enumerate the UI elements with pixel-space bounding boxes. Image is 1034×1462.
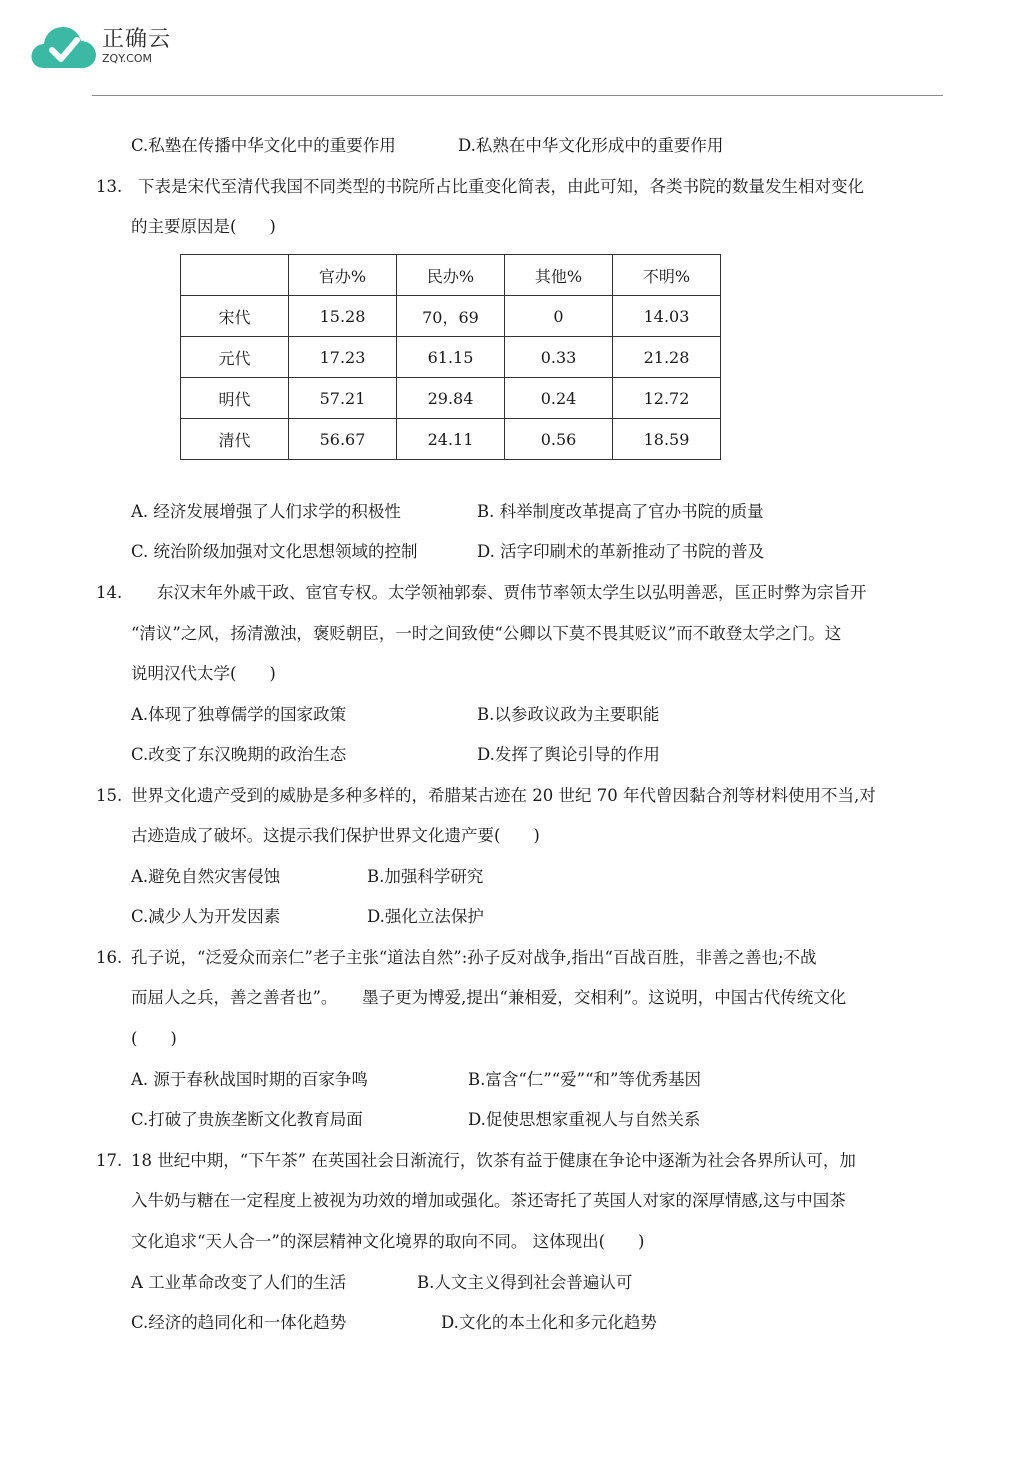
- q17-option-d: D.文化的本土化和多元化趋势: [441, 1313, 657, 1332]
- q13-option-b: B. 科举制度改革提高了官办书院的质量: [477, 502, 764, 521]
- table-header-row: [181, 255, 721, 296]
- academy-ratio-table: [180, 254, 721, 460]
- table-cell: 清代: [181, 419, 289, 460]
- q12-option-c: C.私塾在传播中华文化中的重要作用: [131, 136, 396, 155]
- q14-stem-line2: “清议”之风，扬清激浊，褒贬朝臣，一时之间致使“公卿以下莫不畏其贬议”而不敢登太学之门。这: [131, 624, 842, 643]
- q16-number: 16.: [96, 948, 123, 967]
- table-cell: 18.59: [613, 419, 721, 460]
- table-row: [181, 419, 721, 460]
- q13-option-c: C. 统治阶级加强对文化思想领域的控制: [131, 542, 418, 561]
- table-cell: 0.56: [505, 419, 613, 460]
- q16-option-b: B.富含“仁”“爱”“和”等优秀基因: [468, 1070, 701, 1089]
- brand-name: 正确云: [102, 27, 172, 52]
- q15-number: 15.: [96, 786, 123, 805]
- table-header-cell: 官办%: [289, 255, 397, 296]
- q16-option-a: A. 源于春秋战国时期的百家争鸣: [131, 1070, 368, 1089]
- q16-option-c: C.打破了贵族垄断文化教育局面: [131, 1110, 363, 1129]
- table-cell: 29.84: [397, 378, 505, 419]
- q17-number: 17.: [96, 1151, 123, 1170]
- q13-option-a: A. 经济发展增强了人们求学的积极性: [131, 502, 401, 521]
- header: [30, 22, 330, 74]
- q17-option-a: A 工业革命改变了人们的生活: [131, 1273, 347, 1292]
- q15-option-a: A.避免自然灾害侵蚀: [131, 867, 281, 886]
- table-cell: 57.21: [289, 378, 397, 419]
- q14-stem-line1: 东汉末年外戚干政、宦官专权。太学领袖郭泰、贾伟节率领太学生以弘明善恶，匡正时弊为宗旨开: [157, 583, 867, 602]
- table-header-cell: 不明%: [613, 255, 721, 296]
- q14-option-a: A.体现了独尊儒学的国家政策: [131, 705, 347, 724]
- q16-stem-line2: 而屈人之兵，善之善者也”。 墨子更为博爱,提出“兼相爱，交相利”。这说明，中国古代传统文化: [131, 988, 847, 1007]
- brand: [102, 28, 171, 66]
- q14-option-b: B.以参政议政为主要职能: [477, 705, 660, 724]
- table-cell: 24.11: [397, 419, 505, 460]
- q14-number: 14.: [96, 583, 123, 602]
- q15-option-d: D.强化立法保护: [367, 907, 484, 926]
- q16-stem-line1: 孔子说，“泛爱众而亲仁”老子主张“道法自然”:孙子反对战争,指出“百战百胜，非善之善也;不战: [131, 948, 817, 967]
- table-header-cell: 民办%: [397, 255, 505, 296]
- q17-stem-line1: 18 世纪中期，“下午茶” 在英国社会日渐流行，饮茶有益于健康在争论中逐渐为社会各界所认可，加: [131, 1151, 856, 1170]
- table-cell: 元代: [181, 337, 289, 378]
- q17-stem-line2: 入牛奶与糖在一定程度上被视为功效的增加或强化。茶还寄托了英国人对家的深厚情感,这与中国茶: [131, 1191, 846, 1210]
- table-row: [181, 378, 721, 419]
- q15-stem-line1: 世界文化遗产受到的威胁是多种多样的，希腊某古迹在 20 世纪 70 年代曾因黏合剂等材料使用不当,对: [131, 786, 876, 805]
- q16-stem-line3: ( ): [131, 1029, 177, 1048]
- table-cell: 0.24: [505, 378, 613, 419]
- table-header-cell: 其他%: [505, 255, 613, 296]
- q13-number: 13.: [96, 177, 123, 196]
- table-cell: 70，69: [397, 296, 505, 337]
- q16-option-d: D.促使思想家重视人与自然关系: [468, 1110, 701, 1129]
- table-cell: 0: [505, 296, 613, 337]
- q13-option-d: D. 活字印刷术的革新推动了书院的普及: [477, 542, 765, 561]
- table-cell: 56.67: [289, 419, 397, 460]
- q14-option-d: D.发挥了舆论引导的作用: [477, 745, 660, 764]
- header-divider: [92, 95, 943, 96]
- table-header-cell: [181, 255, 289, 296]
- q17-stem-line3: 文化追求“天人合一”的深层精神文化境界的取向不同。 这体现出( ): [131, 1232, 645, 1251]
- table-row: [181, 296, 721, 337]
- table-cell: 宋代: [181, 296, 289, 337]
- table-cell: 14.03: [613, 296, 721, 337]
- cloud-check-logo-icon: [30, 22, 98, 72]
- table-cell: 17.23: [289, 337, 397, 378]
- table-cell: 15.28: [289, 296, 397, 337]
- q15-stem-line2: 古迹造成了破坏。这提示我们保护世界文化遗产要( ): [131, 826, 540, 845]
- q13-stem-line2: 的主要原因是( ): [131, 217, 276, 236]
- table-row: [181, 337, 721, 378]
- table-cell: 0.33: [505, 337, 613, 378]
- table-cell: 21.28: [613, 337, 721, 378]
- table-cell: 61.15: [397, 337, 505, 378]
- q14-stem-line3: 说明汉代太学( ): [131, 664, 276, 683]
- q15-option-b: B.加强科学研究: [367, 867, 484, 886]
- q17-option-c: C.经济的趋同化和一体化趋势: [131, 1313, 347, 1332]
- brand-domain: ZQY.COM: [102, 52, 153, 65]
- table-cell: 明代: [181, 378, 289, 419]
- q14-option-c: C.改变了东汉晚期的政治生态: [131, 745, 347, 764]
- q13-stem-line1: 下表是宋代至清代我国不同类型的书院所占比重变化简表，由此可知，各类书院的数量发生相对变化: [138, 177, 864, 196]
- q17-option-b: B.人文主义得到社会普遍认可: [417, 1273, 633, 1292]
- table-cell: 12.72: [613, 378, 721, 419]
- q15-option-c: C.减少人为开发因素: [131, 907, 281, 926]
- q12-option-d: D.私熟在中华文化形成中的重要作用: [458, 136, 724, 155]
